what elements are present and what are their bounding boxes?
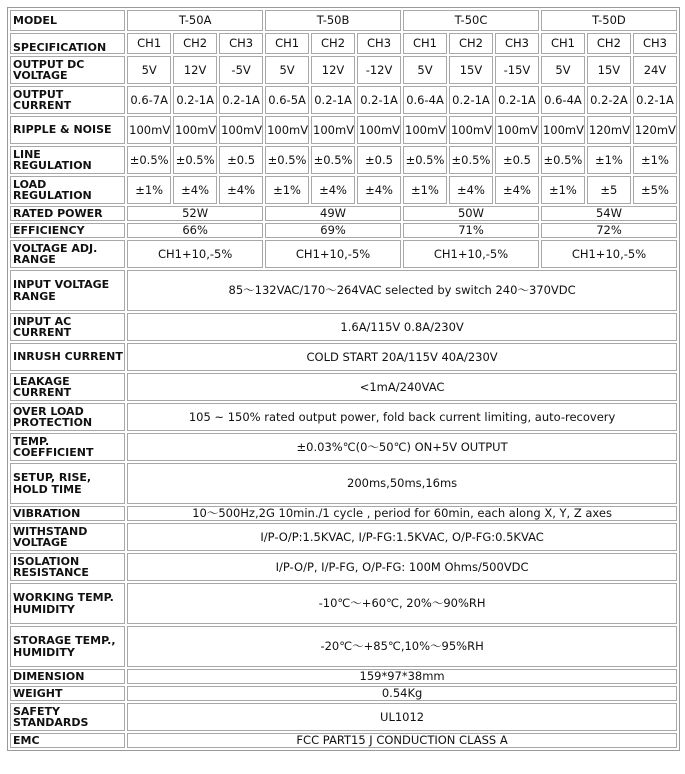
load-regulation-cell: ±4% (219, 176, 263, 204)
over-load-protection-value: 105 ~ 150% rated output power, fold back current limiting, auto-recovery (127, 403, 677, 431)
inrush-current-row (10, 343, 677, 371)
output-current-cell: 0.2-1A (311, 86, 355, 114)
withstand-voltage-value: I/P-O/P:1.5KVAC, I/P-FG:1.5KVAC, O/P-FG:0.5KVAC (127, 523, 677, 551)
output-dc-voltage-cell: -15V (495, 56, 539, 84)
rated-power-row (10, 206, 677, 221)
output-dc-voltage-cell: 15V (587, 56, 631, 84)
withstand-voltage-row (10, 523, 677, 551)
voltage-adj-range-cell: CH1+10,-5% (541, 240, 677, 268)
output-current-cell: 0.6-7A (127, 86, 171, 114)
line-regulation-cell: ±0.5 (357, 146, 401, 174)
load-regulation-cell: ±4% (495, 176, 539, 204)
line-regulation-cell: ±0.5% (265, 146, 309, 174)
input-ac-current-label: INPUT AC CURRENT (10, 313, 125, 341)
rated-power-label: RATED POWER (10, 206, 125, 221)
line-regulation-cell: ±0.5 (219, 146, 263, 174)
setup-rise-hold-time-value: 200ms,50ms,16ms (127, 463, 677, 504)
setup-rise-hold-time-row (10, 463, 677, 504)
voltage-adj-range-cell: CH1+10,-5% (127, 240, 263, 268)
voltage-adj-range-cell: CH1+10,-5% (265, 240, 401, 268)
output-current-cell: 0.2-2A (587, 86, 631, 114)
working-temp-humidity-row (10, 583, 677, 624)
rated-power-cell: 52W (127, 206, 263, 221)
input-voltage-range-value: 85～132VAC/170～264VAC selected by switch 240～370VDC (127, 270, 677, 311)
input-voltage-range-row (10, 270, 677, 311)
ripple-noise-row (10, 116, 677, 144)
storage-temp-humidity-value: -20℃～+85℃,10%～95%RH (127, 626, 677, 667)
over-load-protection-row (10, 403, 677, 431)
ripple-noise-cell: 100mV (403, 116, 447, 144)
output-dc-voltage-cell: 12V (173, 56, 217, 84)
load-regulation-cell: ±4% (449, 176, 493, 204)
efficiency-cell: 72% (541, 223, 677, 238)
line-regulation-cell: ±1% (587, 146, 631, 174)
model-name-t50d: T-50D (541, 10, 677, 31)
working-temp-humidity-label: WORKING TEMP. HUMIDITY (10, 583, 125, 624)
leakage-current-value: <1mA/240VAC (127, 373, 677, 401)
channel-header: CH1 (127, 33, 171, 54)
vibration-row (10, 506, 677, 521)
ripple-noise-cell: 100mV (219, 116, 263, 144)
output-dc-voltage-cell: -12V (357, 56, 401, 84)
line-regulation-label: LINE REGULATION (10, 146, 125, 174)
inrush-current-value: COLD START 20A/115V 40A/230V (127, 343, 677, 371)
voltage-adj-range-label: VOLTAGE ADJ. RANGE (10, 240, 125, 268)
output-current-cell: 0.6-5A (265, 86, 309, 114)
setup-rise-hold-time-label: SETUP, RISE, HOLD TIME (10, 463, 125, 504)
power-supply-spec-table (7, 7, 680, 751)
safety-standards-label: SAFETY STANDARDS (10, 703, 125, 731)
output-dc-voltage-cell: 5V (127, 56, 171, 84)
line-regulation-cell: ±0.5% (127, 146, 171, 174)
channel-header: CH1 (265, 33, 309, 54)
temp-coefficient-row (10, 433, 677, 461)
withstand-voltage-label: WITHSTAND VOLTAGE (10, 523, 125, 551)
output-current-cell: 0.6-4A (541, 86, 585, 114)
load-regulation-cell: ±5% (633, 176, 677, 204)
channel-header: CH2 (449, 33, 493, 54)
weight-label: WEIGHT (10, 686, 125, 701)
safety-standards-row (10, 703, 677, 731)
ripple-noise-cell: 100mV (311, 116, 355, 144)
channel-header: CH2 (587, 33, 631, 54)
temp-coefficient-label: TEMP. COEFFICIENT (10, 433, 125, 461)
isolation-resistance-label: ISOLATION RESISTANCE (10, 553, 125, 581)
emc-label: EMC (10, 733, 125, 748)
isolation-resistance-row (10, 553, 677, 581)
isolation-resistance-value: I/P-O/P, I/P-FG, O/P-FG: 100M Ohms/500VDC (127, 553, 677, 581)
input-ac-current-row (10, 313, 677, 341)
ripple-noise-cell: 100mV (265, 116, 309, 144)
output-current-label: OUTPUT CURRENT (10, 86, 125, 114)
output-dc-voltage-cell: 24V (633, 56, 677, 84)
output-dc-voltage-cell: 5V (265, 56, 309, 84)
load-regulation-label: LOAD REGULATION (10, 176, 125, 204)
efficiency-label: EFFICIENCY (10, 223, 125, 238)
output-dc-voltage-cell: 5V (541, 56, 585, 84)
vibration-value: 10～500Hz,2G 10min./1 cycle , period for 60min, each along X, Y, Z axes (127, 506, 677, 521)
ripple-noise-cell: 100mV (173, 116, 217, 144)
output-dc-voltage-cell: 15V (449, 56, 493, 84)
line-regulation-cell: ±0.5% (449, 146, 493, 174)
line-regulation-cell: ±1% (633, 146, 677, 174)
line-regulation-cell: ±0.5% (403, 146, 447, 174)
ripple-noise-cell: 100mV (357, 116, 401, 144)
working-temp-humidity-value: -10℃～+60℃, 20%～90%RH (127, 583, 677, 624)
specification-row (10, 33, 677, 54)
weight-value: 0.54Kg (127, 686, 677, 701)
output-current-row (10, 86, 677, 114)
weight-row (10, 686, 677, 701)
load-regulation-cell: ±4% (311, 176, 355, 204)
output-dc-voltage-label: OUTPUT DC VOLTAGE (10, 56, 125, 84)
dimension-row (10, 669, 677, 684)
output-dc-voltage-row (10, 56, 677, 84)
dimension-label: DIMENSION (10, 669, 125, 684)
leakage-current-label: LEAKAGE CURRENT (10, 373, 125, 401)
rated-power-cell: 50W (403, 206, 539, 221)
efficiency-row (10, 223, 677, 238)
channel-header: CH2 (173, 33, 217, 54)
ripple-noise-cell: 100mV (127, 116, 171, 144)
channel-header: CH1 (541, 33, 585, 54)
inrush-current-label: INRUSH CURRENT (10, 343, 125, 371)
vibration-label: VIBRATION (10, 506, 125, 521)
output-current-cell: 0.2-1A (173, 86, 217, 114)
output-current-cell: 0.2-1A (219, 86, 263, 114)
line-regulation-cell: ±0.5% (541, 146, 585, 174)
efficiency-cell: 66% (127, 223, 263, 238)
leakage-current-row (10, 373, 677, 401)
safety-standards-value: UL1012 (127, 703, 677, 731)
input-ac-current-value: 1.6A/115V 0.8A/230V (127, 313, 677, 341)
ripple-noise-cell: 120mV (633, 116, 677, 144)
channel-header: CH1 (403, 33, 447, 54)
voltage-adj-range-cell: CH1+10,-5% (403, 240, 539, 268)
storage-temp-humidity-row (10, 626, 677, 667)
channel-header: CH3 (495, 33, 539, 54)
rated-power-cell: 49W (265, 206, 401, 221)
output-current-cell: 0.2-1A (449, 86, 493, 114)
channel-header: CH3 (633, 33, 677, 54)
output-current-cell: 0.2-1A (357, 86, 401, 114)
emc-row (10, 733, 677, 748)
output-dc-voltage-cell: -5V (219, 56, 263, 84)
voltage-adj-range-row (10, 240, 677, 268)
line-regulation-cell: ±0.5% (173, 146, 217, 174)
load-regulation-row (10, 176, 677, 204)
load-regulation-cell: ±1% (403, 176, 447, 204)
output-current-cell: 0.6-4A (403, 86, 447, 114)
output-current-cell: 0.2-1A (633, 86, 677, 114)
output-current-cell: 0.2-1A (495, 86, 539, 114)
input-voltage-range-label: INPUT VOLTAGE RANGE (10, 270, 125, 311)
line-regulation-row (10, 146, 677, 174)
load-regulation-cell: ±1% (265, 176, 309, 204)
model-name-t50c: T-50C (403, 10, 539, 31)
channel-header: CH3 (357, 33, 401, 54)
load-regulation-cell: ±1% (541, 176, 585, 204)
ripple-noise-cell: 100mV (495, 116, 539, 144)
ripple-noise-label: RIPPLE & NOISE (10, 116, 125, 144)
temp-coefficient-value: ±0.03%℃(0～50℃) ON+5V OUTPUT (127, 433, 677, 461)
channel-header: CH2 (311, 33, 355, 54)
ripple-noise-cell: 100mV (449, 116, 493, 144)
dimension-value: 159*97*38mm (127, 669, 677, 684)
line-regulation-cell: ±0.5 (495, 146, 539, 174)
ripple-noise-cell: 120mV (587, 116, 631, 144)
model-name-t50a: T-50A (127, 10, 263, 31)
load-regulation-cell: ±4% (357, 176, 401, 204)
model-row (10, 10, 677, 31)
storage-temp-humidity-label: STORAGE TEMP., HUMIDITY (10, 626, 125, 667)
ripple-noise-cell: 100mV (541, 116, 585, 144)
efficiency-cell: 69% (265, 223, 401, 238)
load-regulation-cell: ±5 (587, 176, 631, 204)
model-label: MODEL (10, 10, 125, 31)
channel-header: CH3 (219, 33, 263, 54)
output-dc-voltage-cell: 12V (311, 56, 355, 84)
load-regulation-cell: ±1% (127, 176, 171, 204)
rated-power-cell: 54W (541, 206, 677, 221)
model-name-t50b: T-50B (265, 10, 401, 31)
load-regulation-cell: ±4% (173, 176, 217, 204)
emc-value: FCC PART15 J CONDUCTION CLASS A (127, 733, 677, 748)
output-dc-voltage-cell: 5V (403, 56, 447, 84)
over-load-protection-label: OVER LOAD PROTECTION (10, 403, 125, 431)
efficiency-cell: 71% (403, 223, 539, 238)
line-regulation-cell: ±0.5% (311, 146, 355, 174)
specification-label: SPECIFICATION (10, 33, 125, 54)
